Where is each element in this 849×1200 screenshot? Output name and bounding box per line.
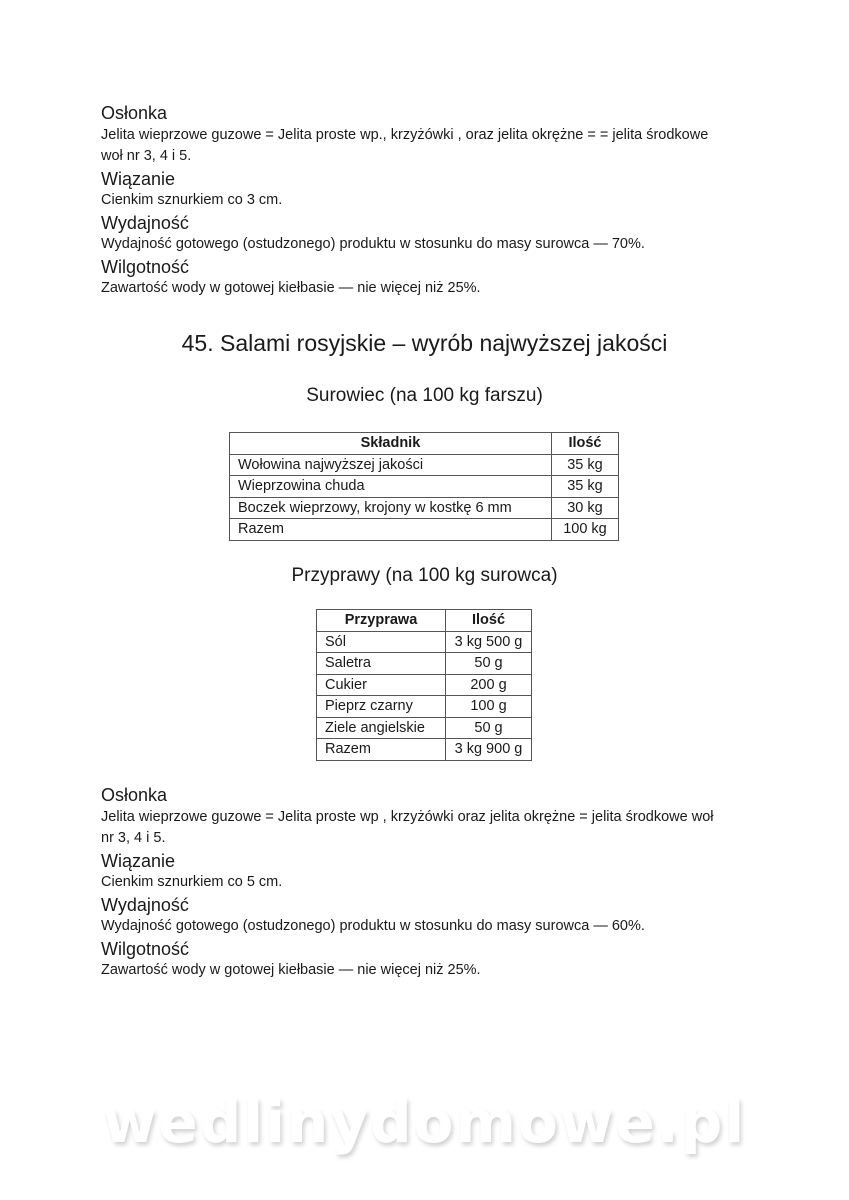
tying-text: Cienkim sznurkiem co 5 cm. <box>101 874 283 890</box>
table-row <box>317 653 532 675</box>
table-header-row <box>317 610 532 632</box>
spices-table <box>316 609 532 761</box>
casing-text: Jelita wieprzowe guzowe = Jelita proste wp , krzyżówki oraz jelita okrężne = jelita środkowe woł nr 3, 4 i 5. <box>101 808 714 846</box>
table-row <box>317 631 532 653</box>
quantity-cell: 3 kg 500 g <box>446 631 532 653</box>
tying-heading: Wiązanie <box>101 168 176 189</box>
spice-cell: Saletra <box>317 653 446 675</box>
column-header: Ilość <box>446 610 532 632</box>
quantity-cell: 35 kg <box>551 454 618 476</box>
watermark: wedlinydomowe.pl <box>102 1088 747 1156</box>
table-row <box>317 696 532 718</box>
recipe-title: 45. Salami rosyjskie – wyrób najwyższej jakości <box>181 330 668 356</box>
tying-text: Cienkim sznurkiem co 3 cm. <box>101 192 283 208</box>
ingredient-cell: Boczek wieprzowy, krojony w kostkę 6 mm <box>230 497 552 519</box>
raw-materials-heading: Surowiec (na 100 kg farszu) <box>306 385 543 406</box>
moisture-text: Zawartość wody w gotowej kiełbasie — nie więcej niż 25%. <box>101 962 481 978</box>
column-header: Ilość <box>551 433 618 455</box>
moisture-heading: Wilgotność <box>101 256 190 277</box>
yield-text: Wydajność gotowego (ostudzonego) produktu w stosunku do masy surowca — 60%. <box>101 918 645 934</box>
casing-heading: Osłonka <box>101 785 168 805</box>
previous-recipe-notes <box>101 102 741 300</box>
spice-cell: Pieprz czarny <box>317 696 446 718</box>
quantity-cell: 100 kg <box>551 519 618 541</box>
moisture-heading: Wilgotność <box>101 938 190 959</box>
casing-heading: Osłonka <box>101 103 168 123</box>
yield-heading: Wydajność <box>101 212 189 233</box>
spice-cell: Cukier <box>317 674 446 696</box>
recipe-notes <box>101 784 741 982</box>
ingredient-cell: Wołowina najwyższej jakości <box>230 454 552 476</box>
yield-text: Wydajność gotowego (ostudzonego) produktu w stosunku do masy surowca — 70%. <box>101 236 645 252</box>
spice-cell: Sól <box>317 631 446 653</box>
spice-cell: Razem <box>317 739 446 761</box>
spices-heading: Przyprawy (na 100 kg surowca) <box>291 565 558 586</box>
tying-heading: Wiązanie <box>101 850 176 871</box>
quantity-cell: 30 kg <box>551 497 618 519</box>
casing-text: Jelita wieprzowe guzowe = Jelita proste wp., krzyżówki , oraz jelita okrężne = = jelita środkowe woł nr 3, 4 i 5. <box>101 126 709 164</box>
table-row <box>230 476 619 498</box>
column-header: Przyprawa <box>317 610 446 632</box>
table-row <box>230 497 619 519</box>
table-header-row <box>230 433 619 455</box>
quantity-cell: 3 kg 900 g <box>446 739 532 761</box>
table-row <box>317 674 532 696</box>
column-header: Składnik <box>230 433 552 455</box>
quantity-cell: 50 g <box>446 653 532 675</box>
yield-heading: Wydajność <box>101 894 189 915</box>
raw-materials-table <box>229 432 619 541</box>
ingredient-cell: Razem <box>230 519 552 541</box>
moisture-text: Zawartość wody w gotowej kiełbasie — nie więcej niż 25%. <box>101 280 481 296</box>
quantity-cell: 100 g <box>446 696 532 718</box>
spice-cell: Ziele angielskie <box>317 717 446 739</box>
table-row <box>230 454 619 476</box>
quantity-cell: 50 g <box>446 717 532 739</box>
table-row <box>230 519 619 541</box>
quantity-cell: 200 g <box>446 674 532 696</box>
table-row <box>317 739 532 761</box>
ingredient-cell: Wieprzowina chuda <box>230 476 552 498</box>
quantity-cell: 35 kg <box>551 476 618 498</box>
table-row <box>317 717 532 739</box>
